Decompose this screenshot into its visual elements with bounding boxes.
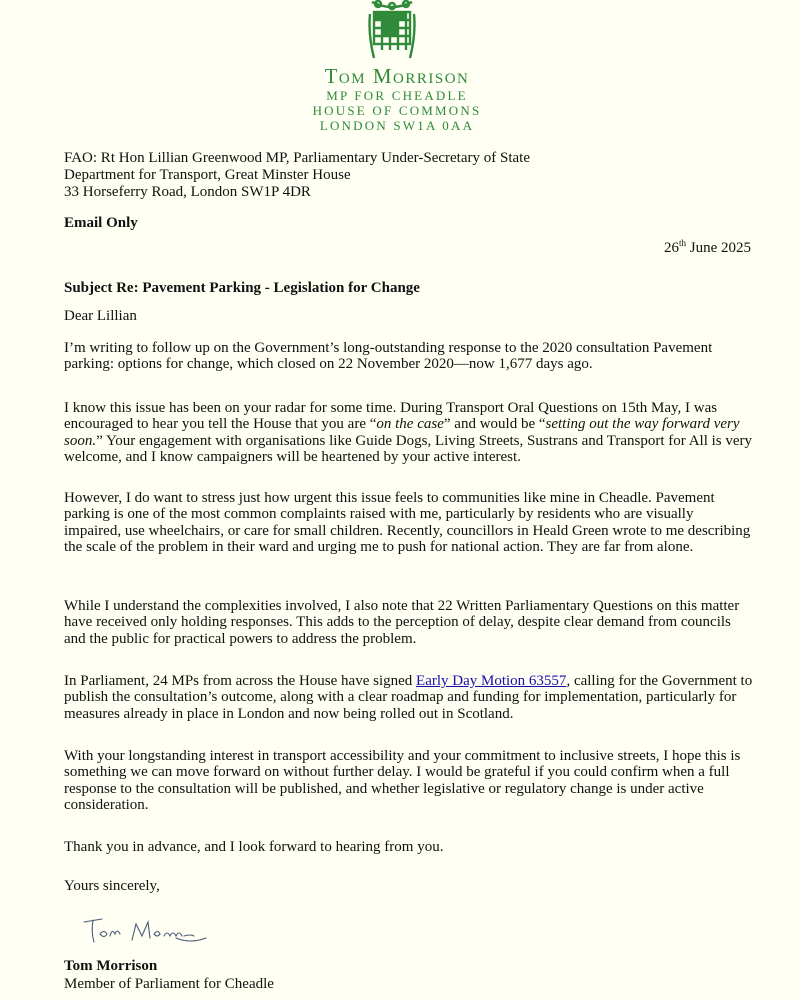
letterhead-address: LONDON SW1A 0AA: [319, 118, 475, 133]
p2-quote-on-the-case: on the case: [376, 416, 444, 433]
signatory-name: Tom Morrison: [64, 958, 158, 974]
recipient-line-3: 33 Horseferry Road, London SW1P 4DR: [64, 184, 311, 200]
p2-text-a: I know this issue has been on your radar for some time. During Transport Oral Questions on 15th May, I was encouraged to hear you tell the House that you are “: [64, 400, 718, 433]
paragraph-5: [64, 673, 754, 722]
date-suffix: th: [678, 238, 686, 248]
letter-date: [664, 238, 751, 257]
paragraph-3: However, I do want to stress just how urgent this issue feels to communities like mine in Cheadle. Pavement parking is one of the most common complaints raised with me, particularly by residents who are visually impaired, use wheelchairs, or care for small children. Recently, councillors in Heald Green wrote to me describing the scale of the problem in their ward and urging me to push for national action. They are far from alone.: [64, 490, 751, 556]
recipient-address: [64, 150, 530, 201]
recipient-line-2: Department for Transport, Great Minster House: [64, 167, 351, 183]
p2-text-c: ” and would be “: [443, 416, 546, 433]
email-only-label: Email Only: [64, 215, 138, 231]
p5-text-b: , calling for the Government to publish the consultation’s outcome, along with a clear roadmap and funding for implementation, particularly for measures already in place in London and now being rolled out in Scotland.: [64, 673, 753, 722]
subject-line: Subject Re: Pavement Parking - Legislation for Change: [64, 280, 420, 296]
letterhead-house: HOUSE OF COMMONS: [312, 103, 482, 118]
letterhead-name: Tom Morrison: [324, 64, 470, 88]
signatory-role: Member of Parliament for Cheadle: [64, 976, 274, 992]
paragraph-1: I’m writing to follow up on the Government’s long-outstanding response to the 2020 consultation Pavement parking: options for change, which closed on 22 November 2020—now 1,677 days ago.: [64, 340, 713, 373]
date-day: 26: [663, 240, 679, 256]
recipient-line-1: FAO: Rt Hon Lillian Greenwood MP, Parliamentary Under-Secretary of State: [64, 150, 530, 166]
letterhead: [0, 0, 800, 135]
paragraph-7: Thank you in advance, and I look forward to hearing from you.: [64, 839, 444, 855]
letterhead-constituency: MP FOR CHEADLE: [326, 88, 468, 103]
p2-text-e: ” Your engagement with organisations like Guide Dogs, Living Streets, Sustrans and Transport for All is very welcome, and I know campaigners will be heartened by your active interest.: [64, 432, 753, 466]
paragraph-4: While I understand the complexities involved, I also note that 22 Written Parliamentary Questions on this matter have received only holding responses. This adds to the perception of delay, despite clear demand from councils and the public for practical powers to address the problem.: [64, 598, 740, 647]
paragraph-6: With your longstanding interest in transport accessibility and your commitment to inclusive streets, I hope this is something we can move forward on without further delay. I would be grateful if you could confirm when a full response to the consultation will be published, and whether legislative or regulatory change is under active consideration.: [64, 748, 741, 814]
handwritten-signature: [80, 910, 210, 950]
portcullis-icon: [368, 0, 416, 60]
early-day-motion-link[interactable]: Early Day Motion 63557: [416, 673, 567, 689]
closing: Yours sincerely,: [64, 878, 160, 894]
p2-quote-way-forward: setting out the way forward very soon.: [64, 416, 740, 449]
paragraph-2: [64, 400, 754, 466]
salutation: Dear Lillian: [64, 308, 137, 324]
p5-text-a: In Parliament, 24 MPs from across the House have signed: [64, 673, 417, 689]
date-rest: June 2025: [686, 240, 751, 256]
